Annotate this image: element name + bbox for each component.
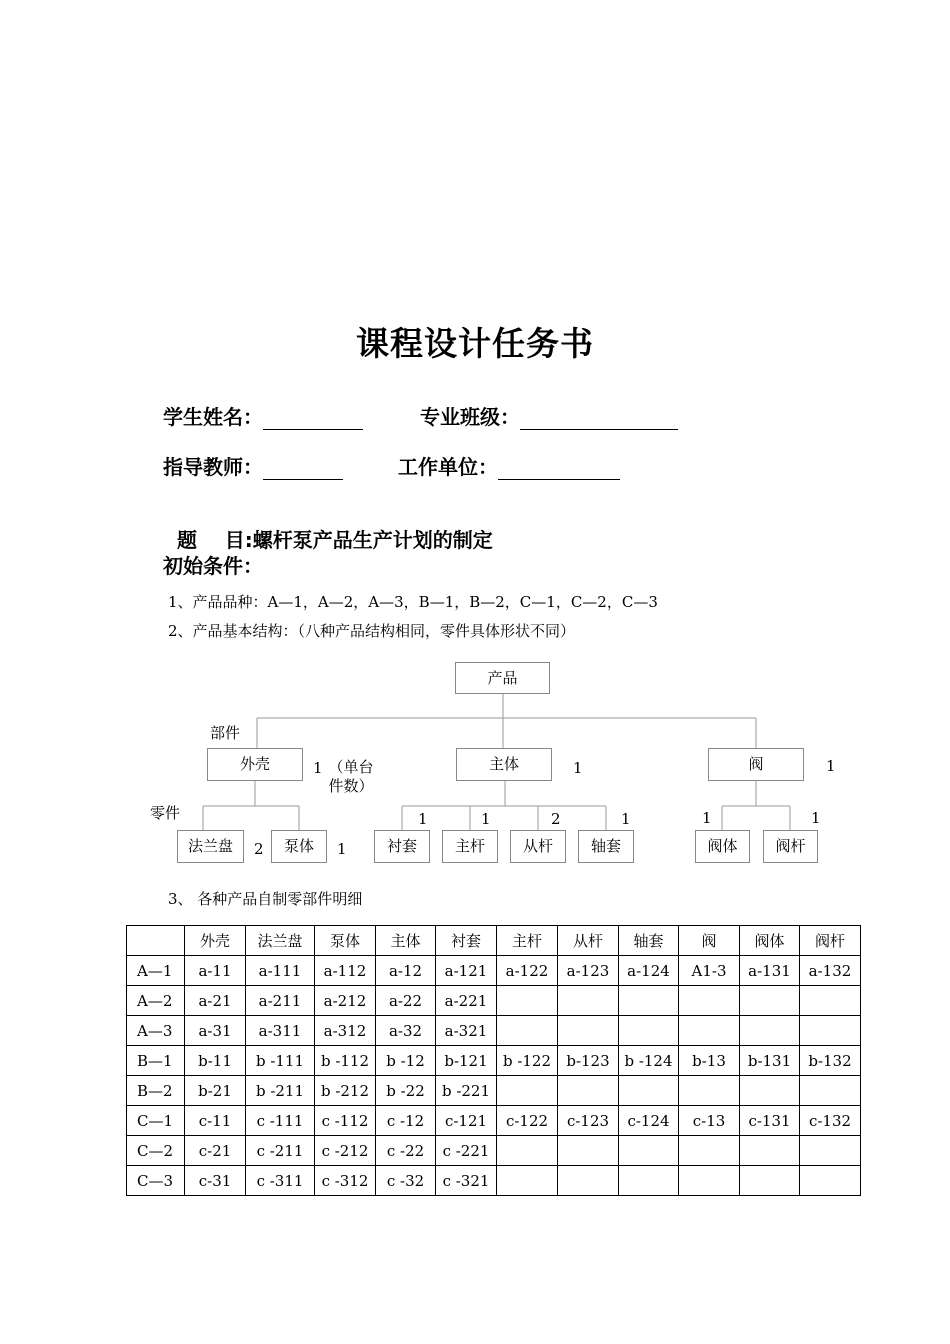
table-cell: [800, 1016, 861, 1046]
table-header-cell: 从杆: [558, 926, 619, 956]
table-cell: [619, 1016, 679, 1046]
table-cell: b-21: [185, 1076, 246, 1106]
table-cell: c-132: [800, 1106, 861, 1136]
table-cell: a-123: [558, 956, 619, 986]
table-cell: c-13: [679, 1106, 740, 1136]
component-qty-valve: 1: [826, 757, 836, 775]
part-node-main-rod: 主杆: [442, 830, 498, 863]
table-cell: c -32: [376, 1166, 436, 1196]
table-header-cell: 泵体: [315, 926, 376, 956]
level1-label: 部件: [210, 724, 241, 742]
table-cell: c-122: [497, 1106, 558, 1136]
condition-item-2: 2、产品基本结构：（八种产品结构相同，零件具体形状不同）: [168, 622, 576, 640]
table-cell: [497, 1166, 558, 1196]
table-cell: [558, 1166, 619, 1196]
table-cell: [800, 1166, 861, 1196]
table-row: [127, 1166, 861, 1196]
table-row-header: C—2: [127, 1136, 185, 1166]
table-cell: a-312: [315, 1016, 376, 1046]
table-header-cell: 法兰盘: [246, 926, 315, 956]
major-class-label: 专业班级：: [420, 405, 520, 429]
table-header-cell: 外壳: [185, 926, 246, 956]
table-cell: c-131: [740, 1106, 800, 1136]
table-cell: [558, 986, 619, 1016]
table-cell: [740, 1166, 800, 1196]
part-qty-sleeve: 1: [621, 810, 631, 828]
table-header-cell: 主杆: [497, 926, 558, 956]
component-qty-shell: 1: [313, 759, 323, 777]
part-node-valve-body: 阀体: [695, 830, 750, 863]
table-cell: b -124: [619, 1046, 679, 1076]
table-cell: A1-3: [679, 956, 740, 986]
table-cell: [497, 1136, 558, 1166]
table-header-cell: 阀: [679, 926, 740, 956]
part-node-valve-rod: 阀杆: [763, 830, 818, 863]
table-cell: b -211: [246, 1076, 315, 1106]
table-row: [127, 1076, 861, 1106]
part-node-bushing: 衬套: [374, 830, 430, 863]
table-cell: [619, 986, 679, 1016]
table-cell: c -221: [436, 1136, 497, 1166]
table-header-cell: [127, 926, 185, 956]
table-row: [127, 1016, 861, 1046]
table-cell: a-112: [315, 956, 376, 986]
table-cell: b-121: [436, 1046, 497, 1076]
tree-root-node: 产品: [455, 662, 550, 694]
part-node-slave-rod: 从杆: [510, 830, 566, 863]
table-cell: [619, 1076, 679, 1106]
table-cell: b -12: [376, 1046, 436, 1076]
table-cell: c -321: [436, 1166, 497, 1196]
table-cell: b -22: [376, 1076, 436, 1106]
table-cell: c-124: [619, 1106, 679, 1136]
table-cell: c -311: [246, 1166, 315, 1196]
parts-table: [126, 925, 861, 1196]
table-cell: c-21: [185, 1136, 246, 1166]
table-row: [127, 1136, 861, 1166]
table-cell: b-132: [800, 1046, 861, 1076]
table-cell: c -12: [376, 1106, 436, 1136]
qty-note: （单台件数）: [328, 758, 374, 795]
table-cell: a-211: [246, 986, 315, 1016]
table-header-row: [127, 926, 861, 956]
table-cell: [679, 986, 740, 1016]
topic-label: 题 目:: [176, 528, 253, 552]
table-row-header: A—1: [127, 956, 185, 986]
table-cell: [679, 1166, 740, 1196]
table-cell: a-221: [436, 986, 497, 1016]
table-header-cell: 衬套: [436, 926, 497, 956]
table-cell: [800, 1076, 861, 1106]
table-header-cell: 轴套: [619, 926, 679, 956]
table-cell: c -312: [315, 1166, 376, 1196]
table-row-header: A—2: [127, 986, 185, 1016]
table-cell: [497, 1076, 558, 1106]
part-node-sleeve: 轴套: [578, 830, 634, 863]
topic-value: 螺杆泵产品生产计划的制定: [252, 528, 493, 552]
table-cell: [679, 1016, 740, 1046]
table-cell: c-31: [185, 1166, 246, 1196]
table-cell: a-32: [376, 1016, 436, 1046]
table-row-header: C—3: [127, 1166, 185, 1196]
table-cell: [740, 1136, 800, 1166]
condition-item-1: 1、产品品种：A—1，A—2，A—3，B—1，B—2，C—1，C—2，C—3: [168, 593, 658, 611]
table-cell: [558, 1136, 619, 1166]
table-cell: a-121: [436, 956, 497, 986]
component-qty-body: 1: [573, 759, 583, 777]
table-row-header: C—1: [127, 1106, 185, 1136]
component-node-body: 主体: [456, 748, 552, 781]
table-cell: b -112: [315, 1046, 376, 1076]
table-cell: [497, 1016, 558, 1046]
part-qty-main-rod: 1: [481, 810, 491, 828]
table-cell: b-131: [740, 1046, 800, 1076]
table-cell: b -212: [315, 1076, 376, 1106]
table-cell: a-132: [800, 956, 861, 986]
table-cell: [619, 1136, 679, 1166]
table-cell: a-124: [619, 956, 679, 986]
table-header-cell: 阀体: [740, 926, 800, 956]
part-qty-pump-body: 1: [337, 840, 347, 858]
table-cell: a-31: [185, 1016, 246, 1046]
table-cell: a-311: [246, 1016, 315, 1046]
table-cell: b-13: [679, 1046, 740, 1076]
table-cell: [800, 1136, 861, 1166]
part-qty-valve-body: 1: [702, 809, 712, 827]
student-name-label: 学生姓名：: [163, 405, 263, 429]
table-cell: c -211: [246, 1136, 315, 1166]
advisor-label: 指导教师：: [163, 455, 263, 479]
page-title: 课程设计任务书: [356, 324, 594, 363]
table-cell: c -22: [376, 1136, 436, 1166]
table-header-cell: 阀杆: [800, 926, 861, 956]
table-cell: [679, 1136, 740, 1166]
table-row-header: A—3: [127, 1016, 185, 1046]
table-cell: b -122: [497, 1046, 558, 1076]
table-cell: [740, 1076, 800, 1106]
part-qty-slave-rod: 2: [551, 810, 561, 828]
table-cell: c-121: [436, 1106, 497, 1136]
part-qty-valve-rod: 1: [811, 809, 821, 827]
table-cell: c -212: [315, 1136, 376, 1166]
table-cell: a-21: [185, 986, 246, 1016]
table-cell: a-111: [246, 956, 315, 986]
table-cell: c-123: [558, 1106, 619, 1136]
table-row: [127, 1046, 861, 1076]
part-node-flange: 法兰盘: [177, 830, 244, 863]
table-row-header: B—1: [127, 1046, 185, 1076]
table-cell: [679, 1076, 740, 1106]
table-cell: a-131: [740, 956, 800, 986]
part-node-pump-body: 泵体: [271, 830, 327, 863]
table-cell: [558, 1016, 619, 1046]
table-cell: a-321: [436, 1016, 497, 1046]
level2-label: 零件: [150, 804, 181, 822]
table-row: [127, 1106, 861, 1136]
table-cell: a-11: [185, 956, 246, 986]
table-row-header: B—2: [127, 1076, 185, 1106]
table-cell: a-22: [376, 986, 436, 1016]
table-cell: [800, 986, 861, 1016]
table-cell: a-212: [315, 986, 376, 1016]
table-cell: b -221: [436, 1076, 497, 1106]
table-cell: b-11: [185, 1046, 246, 1076]
table-cell: a-12: [376, 956, 436, 986]
part-qty-bushing: 1: [418, 810, 428, 828]
table-cell: [497, 986, 558, 1016]
table-cell: c-11: [185, 1106, 246, 1136]
table-row: [127, 956, 861, 986]
table-cell: [740, 1016, 800, 1046]
table-cell: [558, 1076, 619, 1106]
table-cell: a-122: [497, 956, 558, 986]
work-unit-label: 工作单位：: [398, 455, 498, 479]
component-node-valve: 阀: [708, 748, 804, 781]
table-cell: [740, 986, 800, 1016]
component-node-shell: 外壳: [207, 748, 303, 781]
table-cell: [619, 1166, 679, 1196]
initial-conditions-label: 初始条件：: [163, 554, 263, 578]
table-header-cell: 主体: [376, 926, 436, 956]
table-row: [127, 986, 861, 1016]
condition-item-3: 3、 各种产品自制零部件明细: [168, 890, 363, 908]
table-cell: b-123: [558, 1046, 619, 1076]
table-cell: c -111: [246, 1106, 315, 1136]
part-qty-flange: 2: [254, 840, 264, 858]
table-cell: b -111: [246, 1046, 315, 1076]
table-cell: c -112: [315, 1106, 376, 1136]
